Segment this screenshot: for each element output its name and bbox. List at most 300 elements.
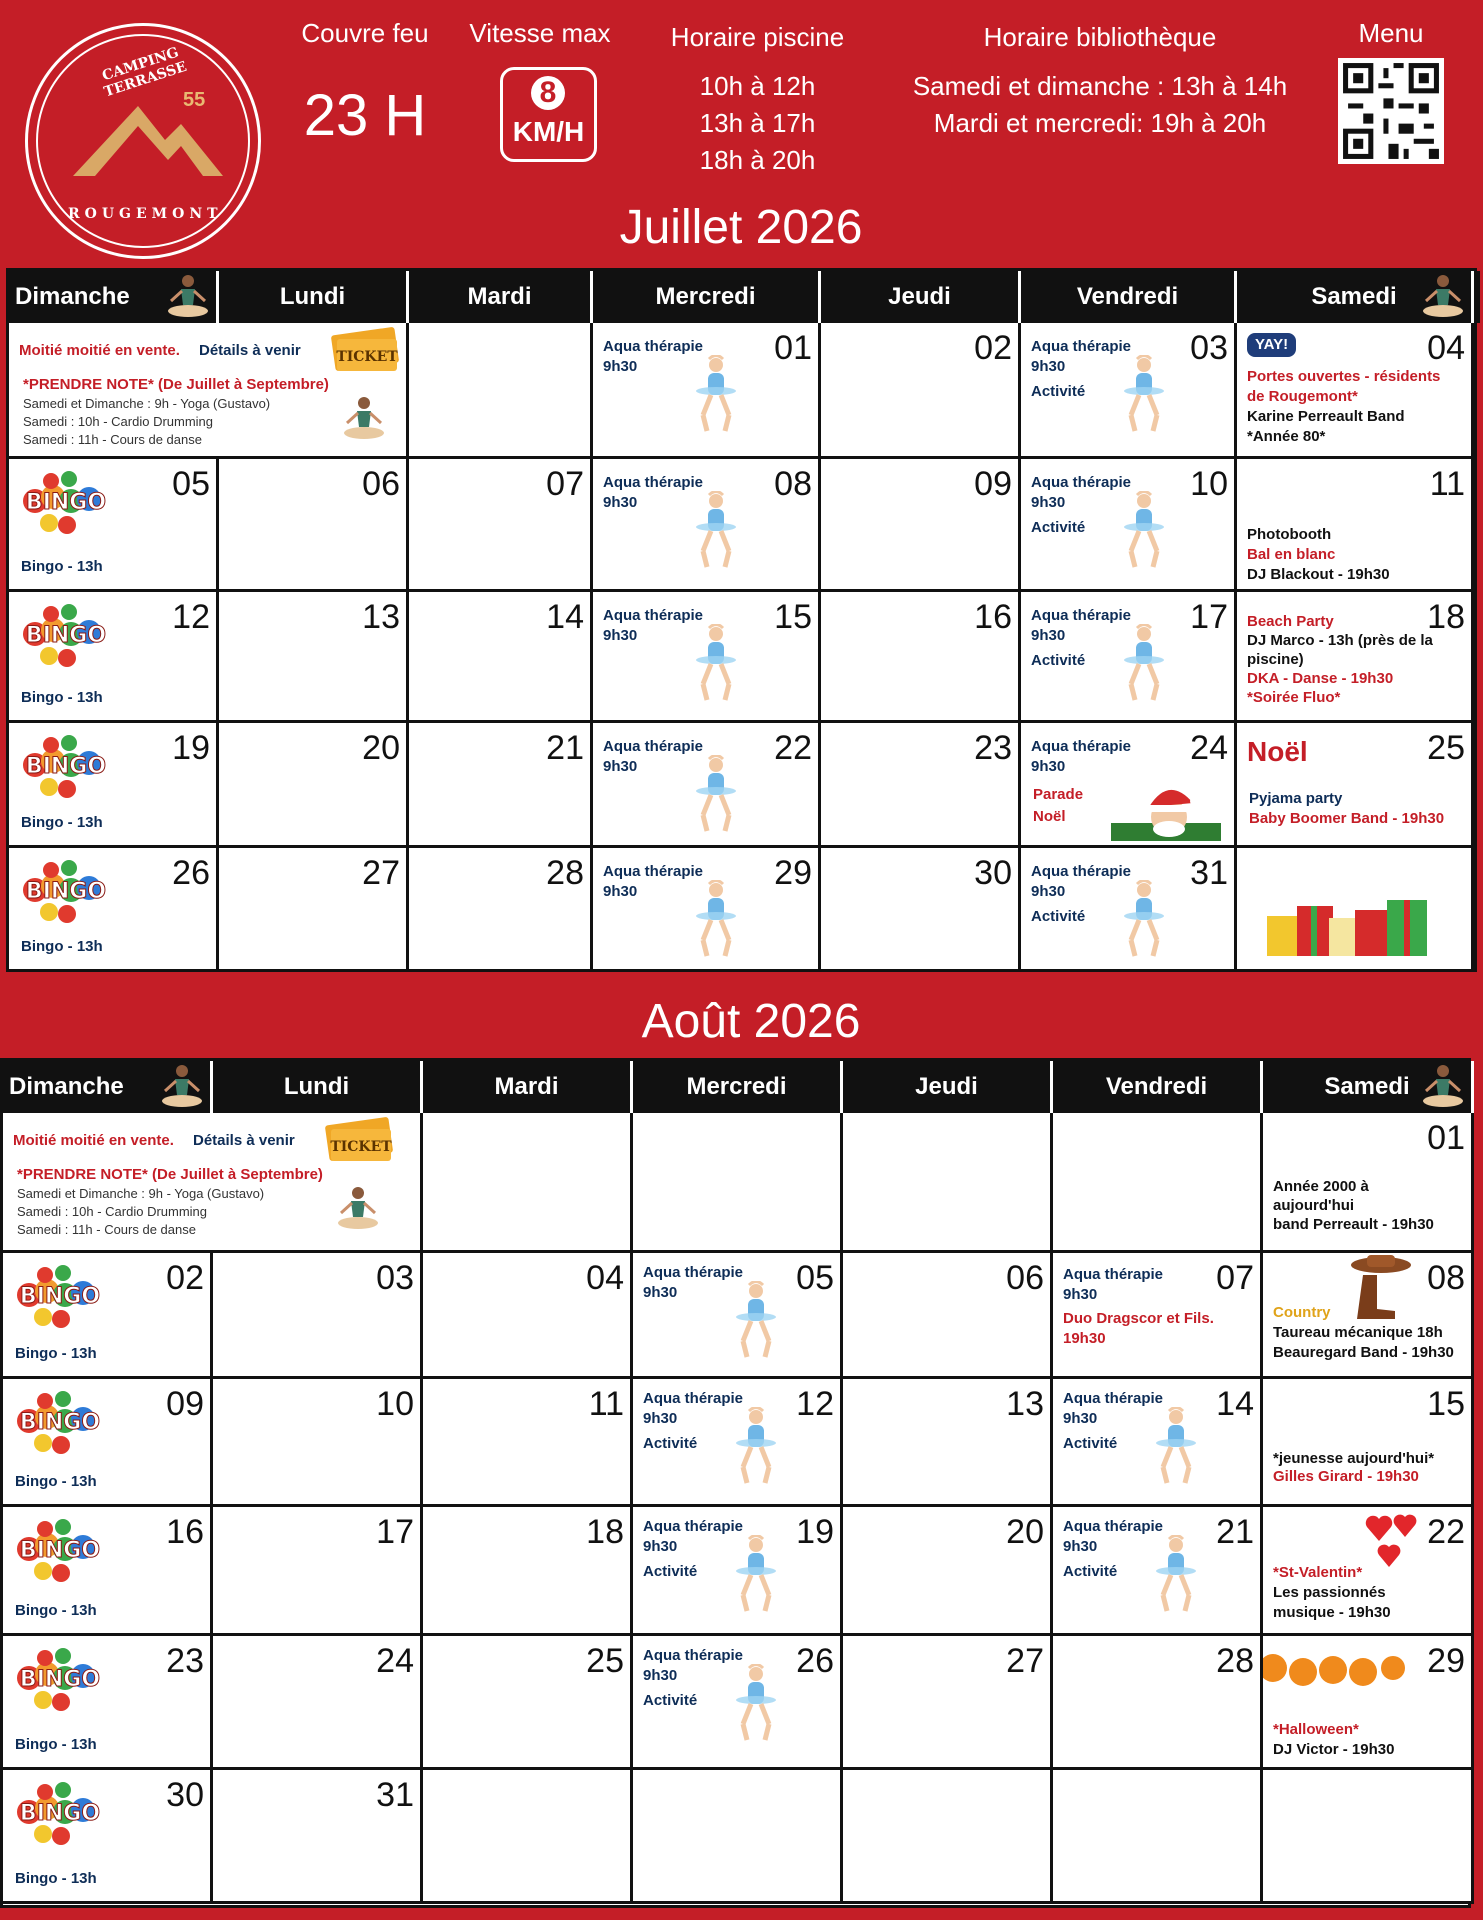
event-line: DJ Victor - 19h30 (1273, 1741, 1395, 1758)
aqua-therapy-label: Aqua thérapie (1063, 1266, 1164, 1283)
day-number: 21 (546, 729, 584, 767)
empty-cell[interactable] (1053, 1770, 1263, 1904)
day-cell-29[interactable] (1263, 1636, 1474, 1770)
day-number: 27 (1006, 1642, 1044, 1680)
camping-logo (25, 23, 261, 259)
day-number: 11 (1429, 465, 1465, 503)
day-cell-10[interactable] (213, 1379, 423, 1507)
aqua-swimmer-icon (693, 624, 739, 702)
day-cell-06[interactable] (843, 1253, 1053, 1379)
mountain-icon (73, 88, 223, 178)
qr-code-icon (1338, 58, 1444, 164)
notice-title: *PRENDRE NOTE* (De Juillet à Septembre) (23, 376, 329, 393)
logo-top-text: CAMPING TERRASSE (100, 44, 189, 101)
aqua-therapy-time: 9h30 (1063, 1410, 1098, 1427)
aqua-swimmer-icon (693, 491, 739, 569)
day-cell-20[interactable] (843, 1507, 1053, 1636)
aqua-therapy-label: Aqua thérapie (643, 1390, 744, 1407)
svg-text:TICKET: TICKET (330, 1139, 392, 1155)
day-cell-11[interactable] (423, 1379, 633, 1507)
weekday-jeudi: Jeudi (821, 271, 1021, 323)
weekday-header (9, 271, 1480, 323)
day-cell-04[interactable] (423, 1253, 633, 1379)
day-number: 05 (172, 465, 210, 503)
day-cell-09[interactable] (821, 459, 1021, 592)
cowboy-boots-icon (1343, 1253, 1413, 1328)
header (0, 0, 1483, 230)
day-number: 16 (166, 1513, 204, 1551)
day-cell-05[interactable] (9, 459, 219, 592)
bingo-balls-icon (21, 471, 111, 539)
event-line: DJ Blackout - 19h30 (1247, 566, 1390, 583)
activity-label: Activité (1031, 383, 1086, 400)
event-line: Baby Boomer Band - 19h30 (1249, 810, 1445, 827)
day-cell-23[interactable] (3, 1636, 213, 1770)
day-cell-01[interactable] (1263, 1113, 1474, 1253)
event-line: 19h30 (1063, 1330, 1106, 1347)
library-hours-line: Mardi et mercredi: 19h à 20h (933, 108, 1267, 138)
day-number: 12 (172, 598, 210, 636)
day-cell-20[interactable] (219, 723, 409, 848)
day-cell-14[interactable] (1053, 1379, 1263, 1507)
santa-icon (1111, 783, 1221, 848)
day-cell-16[interactable] (821, 592, 1021, 723)
day-number: 24 (1190, 729, 1228, 767)
aqua-therapy-label: Aqua thérapie (603, 738, 704, 755)
svg-text:BINGO: BINGO (19, 1284, 101, 1309)
day-cell-05[interactable] (633, 1253, 843, 1379)
notice-item: Samedi : 11h - Cours de danse (17, 1222, 196, 1237)
library-label: Horaire bibliothèque (983, 22, 1217, 52)
day-number: 25 (1427, 729, 1465, 767)
activity-label: Activité (1031, 652, 1086, 669)
day-number: 14 (546, 598, 584, 636)
pool-hours-line: 13h à 17h (699, 108, 816, 138)
weekday-mardi: Mardi (423, 1061, 633, 1113)
empty-cell[interactable] (1053, 1113, 1263, 1253)
day-number: 04 (586, 1259, 624, 1297)
aqua-therapy-time: 9h30 (643, 1538, 678, 1555)
event-line: *Année 80* (1247, 428, 1326, 445)
event-line: Parade (1033, 786, 1084, 803)
aqua-therapy-label: Aqua thérapie (1031, 338, 1132, 355)
noel-title: Noël (1247, 736, 1308, 767)
weekday-dimanche: Dimanche (9, 271, 219, 323)
bingo-label: Bingo - 13h (21, 558, 103, 575)
august-title: Août 2026 (641, 995, 861, 1048)
aqua-therapy-time: 9h30 (603, 358, 638, 375)
aqua-swimmer-icon (733, 1535, 779, 1613)
day-cell-19[interactable] (9, 723, 219, 848)
day-cell-21[interactable] (1053, 1507, 1263, 1636)
activity-label: Activité (1063, 1435, 1118, 1452)
aqua-swimmer-icon (1153, 1407, 1199, 1485)
day-cell-15[interactable] (593, 592, 821, 723)
july-calendar (6, 268, 1477, 972)
country-label: Country (1273, 1304, 1331, 1321)
aqua-swimmer-icon (1153, 1535, 1199, 1613)
event-line: *jeunesse aujourd'hui* (1273, 1450, 1435, 1467)
event-line: Taureau mécanique 18h (1273, 1324, 1443, 1341)
bingo-balls-icon (21, 860, 111, 928)
event-line: Pyjama party (1249, 790, 1343, 807)
notice-item: Samedi : 11h - Cours de danse (23, 432, 202, 447)
weekday-vendredi: Vendredi (1021, 271, 1237, 323)
gift-cell[interactable] (1237, 848, 1474, 972)
event-line: band Perreault - 19h30 (1273, 1216, 1434, 1233)
bingo-label: Bingo - 13h (21, 814, 103, 831)
event-line: Beauregard Band - 19h30 (1273, 1344, 1454, 1361)
day-cell-28[interactable] (409, 848, 593, 972)
aqua-therapy-time: 9h30 (1063, 1286, 1098, 1303)
aqua-therapy-time: 9h30 (643, 1284, 678, 1301)
gift-boxes-icon (1267, 888, 1437, 963)
aqua-therapy-label: Aqua thérapie (1063, 1390, 1164, 1407)
day-cell-29[interactable] (593, 848, 821, 972)
curfew-label: Couvre feu (301, 18, 429, 48)
pool-hours (650, 68, 865, 179)
svg-text:BINGO: BINGO (19, 1538, 101, 1563)
yoga-icon (339, 395, 389, 445)
empty-cell[interactable] (843, 1770, 1053, 1904)
day-number: 25 (586, 1642, 624, 1680)
library-hours-line: Samedi et dimanche : 13h à 14h (912, 71, 1288, 101)
day-number: 08 (774, 465, 812, 503)
empty-cell[interactable] (1263, 1770, 1474, 1904)
aqua-swimmer-icon (693, 755, 739, 833)
aqua-swimmer-icon (1121, 491, 1167, 569)
event-line: musique - 19h30 (1273, 1604, 1391, 1621)
event-line: Gilles Girard - 19h30 (1273, 1468, 1419, 1485)
day-number: 26 (172, 854, 210, 892)
day-cell-13[interactable] (219, 592, 409, 723)
day-number: 09 (166, 1385, 204, 1423)
day-number: 29 (1427, 1642, 1465, 1680)
day-cell-12[interactable] (633, 1379, 843, 1507)
yoga-icon (157, 1063, 207, 1113)
notice-cell[interactable] (9, 323, 409, 459)
day-cell-04[interactable] (1237, 323, 1474, 459)
day-number: 01 (774, 329, 812, 367)
weekday-vendredi: Vendredi (1053, 1061, 1263, 1113)
day-cell-17[interactable] (1021, 592, 1237, 723)
yay-badge: YAY! (1247, 333, 1296, 357)
event-line: Année 2000 à (1273, 1178, 1369, 1195)
weekday-header (3, 1061, 1474, 1113)
day-number: 19 (172, 729, 210, 767)
aqua-swimmer-icon (693, 880, 739, 958)
speed-value: 8 (531, 76, 565, 110)
aqua-therapy-time: 9h30 (1063, 1538, 1098, 1555)
aqua-therapy-label: Aqua thérapie (603, 338, 704, 355)
august-calendar (0, 1058, 1471, 1908)
bingo-balls-icon (15, 1391, 105, 1459)
activity-label: Activité (643, 1692, 698, 1709)
day-number: 18 (586, 1513, 624, 1551)
day-number: 31 (1190, 854, 1228, 892)
day-cell-25[interactable] (1237, 723, 1474, 848)
aqua-therapy-label: Aqua thérapie (1031, 738, 1132, 755)
aqua-therapy-label: Aqua thérapie (643, 1264, 744, 1281)
aqua-therapy-time: 9h30 (1031, 358, 1066, 375)
weekday-dimanche: Dimanche (3, 1061, 213, 1113)
speed-label: Vitesse max (469, 18, 611, 48)
empty-cell[interactable] (843, 1113, 1053, 1253)
day-number: 10 (376, 1385, 414, 1423)
bingo-balls-icon (21, 604, 111, 672)
notice-title: *PRENDRE NOTE* (De Juillet à Septembre) (17, 1166, 323, 1183)
bingo-balls-icon (15, 1519, 105, 1587)
notice-cell[interactable] (3, 1113, 423, 1253)
day-number: 15 (774, 598, 812, 636)
notice-line: Moitié moitié en vente. (19, 342, 180, 359)
notice-details: Détails à venir (199, 342, 301, 359)
event-line: aujourd'hui (1273, 1197, 1355, 1214)
logo-bottom-text: ROUGEMONT (68, 206, 223, 222)
day-cell-17[interactable] (213, 1507, 423, 1636)
yoga-icon (163, 273, 213, 323)
day-cell-08[interactable] (593, 459, 821, 592)
event-line: Les passionnés (1273, 1584, 1386, 1601)
day-number: 26 (796, 1642, 834, 1680)
day-number: 28 (1216, 1642, 1254, 1680)
aqua-therapy-time: 9h30 (603, 494, 638, 511)
day-cell-08[interactable] (1263, 1253, 1474, 1379)
aqua-therapy-label: Aqua thérapie (603, 863, 704, 880)
bingo-label: Bingo - 13h (15, 1345, 97, 1362)
empty-cell[interactable] (633, 1113, 843, 1253)
aqua-therapy-label: Aqua thérapie (1063, 1518, 1164, 1535)
event-line: DKA - Danse - 19h30 (1247, 670, 1394, 687)
day-number: 30 (974, 854, 1012, 892)
activity-label: Activité (1063, 1563, 1118, 1580)
day-number: 27 (362, 854, 400, 892)
day-cell-26[interactable] (633, 1636, 843, 1770)
bingo-balls-icon (21, 735, 111, 803)
day-number: 02 (974, 329, 1012, 367)
day-number: 16 (974, 598, 1012, 636)
weekday-mardi: Mardi (409, 271, 593, 323)
svg-text:BINGO: BINGO (25, 623, 107, 648)
notice-item: Samedi : 10h - Cardio Drumming (17, 1204, 208, 1219)
aqua-therapy-time: 9h30 (1031, 883, 1066, 900)
svg-text:BINGO: BINGO (25, 754, 107, 779)
aqua-therapy-time: 9h30 (603, 758, 638, 775)
day-cell-31[interactable] (1021, 848, 1237, 972)
aqua-therapy-time: 9h30 (1031, 494, 1066, 511)
day-number: 01 (1427, 1119, 1465, 1157)
event-line: Beach Party (1247, 613, 1334, 630)
empty-cell[interactable] (409, 323, 593, 459)
day-number: 22 (1427, 1513, 1465, 1551)
svg-text:BINGO: BINGO (25, 490, 107, 515)
hearts-icon (1359, 1511, 1429, 1576)
event-line: *Soirée Fluo* (1247, 689, 1341, 706)
notice-line: Moitié moitié en vente. (13, 1132, 174, 1149)
event-line: Karine Perreault Band (1247, 408, 1405, 425)
aqua-therapy-time: 9h30 (1031, 758, 1066, 775)
aqua-therapy-label: Aqua thérapie (603, 607, 704, 624)
day-cell-07[interactable] (409, 459, 593, 592)
day-cell-23[interactable] (821, 723, 1021, 848)
day-cell-03[interactable] (213, 1253, 423, 1379)
day-number: 10 (1190, 465, 1228, 503)
day-cell-27[interactable] (843, 1636, 1053, 1770)
aqua-therapy-label: Aqua thérapie (1031, 863, 1132, 880)
day-cell-07[interactable] (1053, 1253, 1263, 1379)
empty-cell[interactable] (423, 1770, 633, 1904)
event-line: Noël (1033, 808, 1066, 825)
bingo-label: Bingo - 13h (15, 1736, 97, 1753)
aqua-therapy-time: 9h30 (1031, 627, 1066, 644)
curfew-value: 23 H (303, 83, 427, 148)
speed-unit: KM/H (512, 116, 585, 147)
day-cell-02[interactable] (3, 1253, 213, 1379)
bingo-balls-icon (15, 1648, 105, 1716)
event-line: Photobooth (1247, 526, 1332, 543)
day-cell-06[interactable] (219, 459, 409, 592)
day-number: 21 (1216, 1513, 1254, 1551)
event-line: Bal en blanc (1247, 546, 1336, 563)
day-cell-22[interactable] (593, 723, 821, 848)
day-cell-10[interactable] (1021, 459, 1237, 592)
aqua-therapy-label: Aqua thérapie (1031, 474, 1132, 491)
aqua-swimmer-icon (693, 355, 739, 433)
weekday-lundi: Lundi (213, 1061, 423, 1113)
weekday-mercredi: Mercredi (633, 1061, 843, 1113)
event-line: DJ Marco - 13h (près de la (1247, 632, 1433, 649)
bingo-label: Bingo - 13h (21, 689, 103, 706)
empty-cell[interactable] (633, 1770, 843, 1904)
bingo-label: Bingo - 13h (15, 1602, 97, 1619)
event-line: Portes ouvertes - résidents (1247, 368, 1441, 385)
day-number: 07 (1216, 1259, 1254, 1297)
notice-item: Samedi et Dimanche : 9h - Yoga (Gustavo) (17, 1186, 265, 1201)
day-number: 19 (796, 1513, 834, 1551)
aqua-therapy-time: 9h30 (643, 1410, 678, 1427)
svg-text:BINGO: BINGO (19, 1801, 101, 1826)
pool-hours-line: 18h à 20h (699, 145, 816, 175)
aqua-therapy-label: Aqua thérapie (643, 1647, 744, 1664)
day-cell-01[interactable] (593, 323, 821, 459)
weekday-jeudi: Jeudi (843, 1061, 1053, 1113)
day-cell-21[interactable] (409, 723, 593, 848)
event-line: piscine) (1247, 651, 1304, 668)
day-cell-24[interactable] (1021, 723, 1237, 848)
day-cell-16[interactable] (3, 1507, 213, 1636)
day-cell-11[interactable] (1237, 459, 1474, 592)
day-number: 06 (1006, 1259, 1044, 1297)
ticket-icon (323, 1117, 395, 1165)
day-number: 11 (588, 1385, 624, 1423)
day-cell-13[interactable] (843, 1379, 1053, 1507)
day-cell-22[interactable] (1263, 1507, 1474, 1636)
day-number: 24 (376, 1642, 414, 1680)
pumpkins-icon (1263, 1640, 1405, 1695)
day-cell-27[interactable] (219, 848, 409, 972)
weekday-samedi: Samedi (1263, 1061, 1474, 1113)
day-cell-25[interactable] (423, 1636, 633, 1770)
day-number: 23 (974, 729, 1012, 767)
yoga-icon (1418, 1063, 1468, 1113)
day-number: 17 (1190, 598, 1228, 636)
day-number: 12 (796, 1385, 834, 1423)
day-cell-30[interactable] (821, 848, 1021, 972)
day-cell-15[interactable] (1263, 1379, 1474, 1507)
pool-hours-line: 10h à 12h (699, 71, 816, 101)
aqua-swimmer-icon (733, 1664, 779, 1742)
day-number: 31 (376, 1776, 414, 1814)
day-number: 15 (1427, 1385, 1465, 1423)
aqua-swimmer-icon (733, 1407, 779, 1485)
day-number: 08 (1427, 1259, 1465, 1297)
day-cell-12[interactable] (9, 592, 219, 723)
day-number: 04 (1427, 329, 1465, 367)
day-number: 17 (376, 1513, 414, 1551)
svg-text:BINGO: BINGO (25, 879, 107, 904)
aqua-therapy-time: 9h30 (603, 883, 638, 900)
day-cell-14[interactable] (409, 592, 593, 723)
day-cell-18[interactable] (1237, 592, 1474, 723)
aqua-therapy-time: 9h30 (603, 627, 638, 644)
activity-label: Activité (1031, 519, 1086, 536)
notice-item: Samedi : 10h - Cardio Drumming (23, 414, 214, 429)
aqua-therapy-time: 9h30 (643, 1667, 678, 1684)
weekday-lundi: Lundi (219, 271, 409, 323)
logo-number: 55 (183, 89, 206, 111)
weekday-samedi: Samedi (1237, 271, 1474, 323)
yoga-icon (1418, 273, 1468, 323)
svg-text:BINGO: BINGO (19, 1667, 101, 1692)
day-number: 03 (1190, 329, 1228, 367)
bingo-balls-icon (15, 1265, 105, 1333)
day-cell-30[interactable] (3, 1770, 213, 1904)
aqua-swimmer-icon (733, 1281, 779, 1359)
svg-text:TICKET: TICKET (336, 349, 398, 365)
day-cell-31[interactable] (213, 1770, 423, 1904)
menu-qr-code[interactable] (1338, 58, 1444, 164)
aqua-therapy-label: Aqua thérapie (603, 474, 704, 491)
day-cell-03[interactable] (1021, 323, 1237, 459)
day-cell-28[interactable] (1053, 1636, 1263, 1770)
event-line: *Halloween* (1273, 1721, 1359, 1738)
day-cell-26[interactable] (9, 848, 219, 972)
day-number: 29 (774, 854, 812, 892)
event-line: de Rougemont* (1247, 388, 1358, 405)
day-cell-09[interactable] (3, 1379, 213, 1507)
notice-details: Détails à venir (193, 1132, 295, 1149)
yoga-icon (333, 1185, 383, 1235)
day-number: 13 (1006, 1385, 1044, 1423)
day-cell-19[interactable] (633, 1507, 843, 1636)
july-title: Juillet 2026 (619, 201, 863, 254)
day-number: 14 (1216, 1385, 1254, 1423)
bingo-label: Bingo - 13h (15, 1870, 97, 1887)
speed-limit-sign (500, 67, 597, 162)
event-line: *St-Valentin* (1273, 1564, 1363, 1581)
day-number: 20 (1006, 1513, 1044, 1551)
aqua-swimmer-icon (1121, 624, 1167, 702)
day-cell-24[interactable] (213, 1636, 423, 1770)
bingo-balls-icon (15, 1782, 105, 1850)
empty-cell[interactable] (423, 1113, 633, 1253)
menu-label: Menu (1358, 18, 1424, 48)
day-number: 05 (796, 1259, 834, 1297)
day-cell-18[interactable] (423, 1507, 633, 1636)
day-cell-02[interactable] (821, 323, 1021, 459)
day-number: 20 (362, 729, 400, 767)
day-number: 07 (546, 465, 584, 503)
